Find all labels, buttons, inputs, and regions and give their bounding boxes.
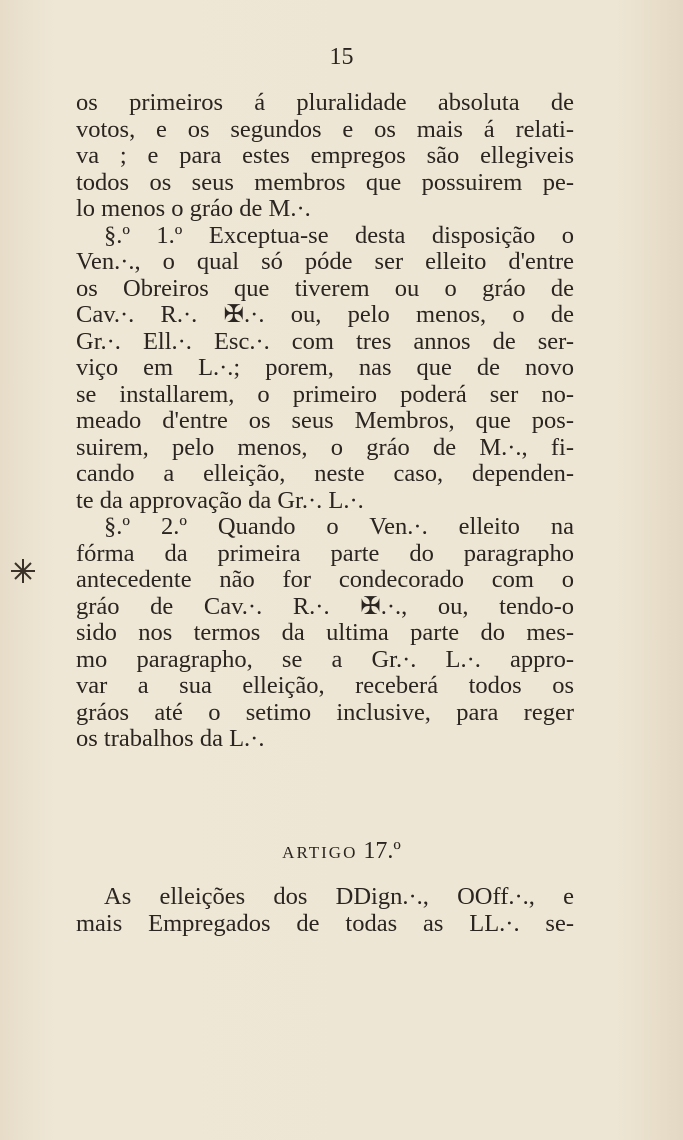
text-line: os primeiros á pluralidade absoluta de [76,89,574,116]
text-line: se installarem, o primeiro poderá ser no- [76,380,574,408]
text-line: var a sua elleição, receberá todos os [76,672,574,699]
text-line: os Obreiros que tiverem ou o gráo de [76,274,574,302]
text-line: fórma da primeira parte do paragrapho [76,539,574,567]
margin-cross-mark [8,556,38,586]
text-line: votos, e os segundos e os mais á relati- [76,115,574,143]
article-text [76,884,574,937]
text-line: gráos até o setimo inclusive, para reger [76,698,574,726]
section-2-first-line: §.º 2.º Quando o Ven.·. elleito na [104,513,574,540]
text-line: viço em L.·.; porem, nas que de novo [76,354,574,381]
section-1-first-line: §.º 1.º Exceptua-se desta disposição o [104,221,574,249]
text-line: gráo de Cav.·. R.·. ✠.·., ou, tendo-o [76,592,574,620]
text-line: mo paragrapho, se a Gr.·. L.·. appro- [76,645,574,673]
article-number: 17.º [363,838,401,864]
text-line: Gr.·. Ell.·. Esc.·. com tres annos de ser- [76,327,574,355]
text-line: va ; e para estes empregos são ellegiveis [76,142,574,169]
text-line: os trabalhos da L.·. [76,725,265,752]
page-number: 15 [329,44,354,70]
article-label: ARTIGO [282,843,358,862]
text-line: suirem, pelo menos, o gráo de M.·., fi- [76,433,574,461]
text-line: todos os seus membros que possuirem pe- [76,168,574,196]
text-line: lo menos o gráo de M.·. [76,195,311,222]
text-line: mais Empregados de todas as LL.·. se- [76,909,574,937]
text-line: sido nos termos da ultima parte do mes- [76,619,574,646]
text-line: Cav.·. R.·. ✠.·. ou, pelo menos, o de [76,301,574,328]
text-line: te da approvação da Gr.·. L.·. [76,486,364,514]
text-line: Ven.·., o qual só póde ser elleito d'entre [76,248,574,275]
text-line: As elleições dos DDign.·., OOff.·., e [104,883,574,910]
body-text [76,90,574,753]
text-line: cando a elleição, neste caso, dependen- [76,460,574,487]
article-heading [0,838,683,865]
text-line: antecedente não for condecorado com o [76,566,574,593]
text-line: meado d'entre os seus Membros, que pos- [76,407,574,434]
